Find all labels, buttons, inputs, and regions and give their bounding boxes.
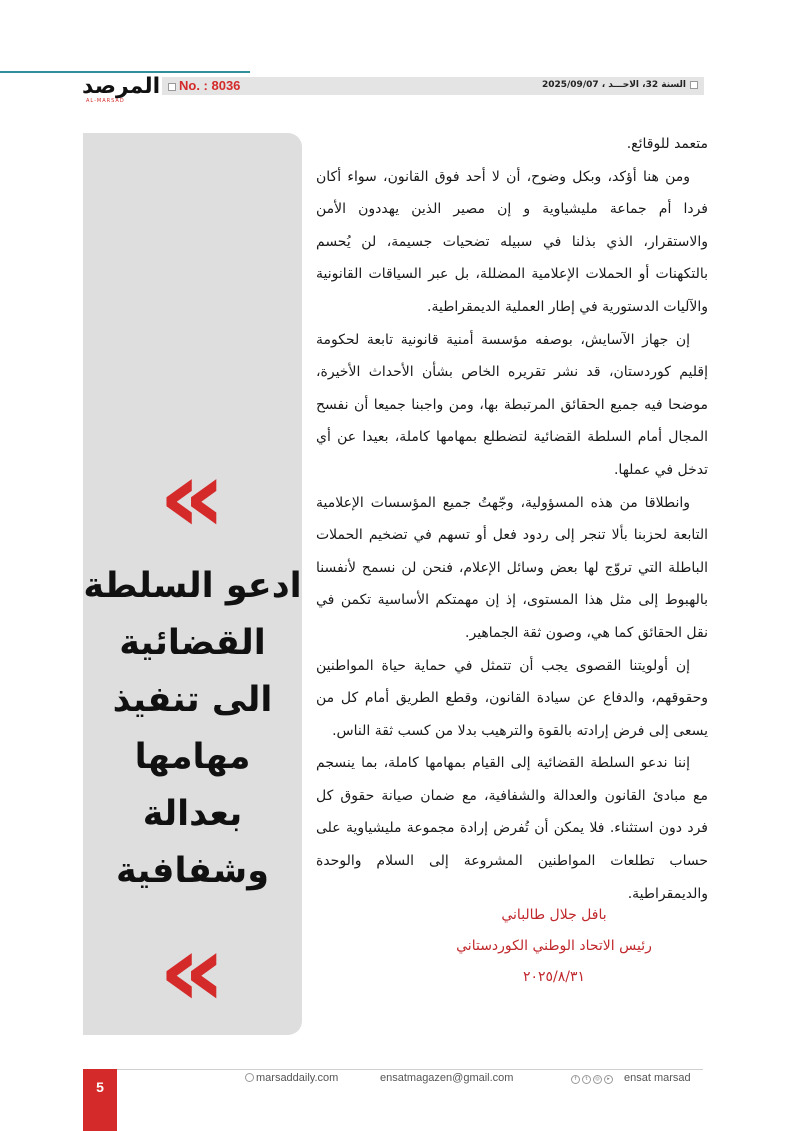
issue-number bbox=[168, 78, 240, 93]
article-body bbox=[316, 128, 708, 910]
footer-rule bbox=[83, 1069, 703, 1070]
article-paragraph: إننا ندعو السلطة القضائية إلى القيام بمهامها كاملة، بما ينسجم مع مبادئ القانون والعدالة والشفافية، مع ضمان صيانة حقوق كل فرد دون استثناء. فلا يمكن أن تُفرض إرادة مجموعة مليشياوية على حساب تطلعات المواطنين المشروعة إلى السلام والوحدة والديمقراطية. bbox=[316, 755, 708, 902]
logo-subtitle: AL-MARSAD bbox=[86, 98, 125, 104]
footer-social-handle[interactable]: ensat marsad bbox=[624, 1072, 691, 1084]
pull-quote-line: ادعو السلطة bbox=[83, 566, 302, 606]
pull-quote bbox=[83, 558, 302, 900]
signature-date: ٢٠٢٥/٨/٣١ bbox=[522, 969, 586, 985]
issue-number-text: No. : 8036 bbox=[179, 78, 241, 93]
quote-mark-icon: « bbox=[158, 912, 227, 1029]
pull-quote-line: الى تنفيذ bbox=[112, 680, 273, 720]
twitter-icon[interactable]: t bbox=[582, 1075, 591, 1084]
pull-quote-sidebar bbox=[83, 133, 302, 1035]
pull-quote-line: مهامها bbox=[134, 737, 251, 777]
square-bullet-icon bbox=[168, 83, 176, 91]
footer-website[interactable] bbox=[245, 1072, 338, 1084]
pull-quote-line: وشفافية bbox=[116, 851, 269, 891]
article-paragraph: إن جهاز الآسايش، بوصفه مؤسسة أمنية قانونية تابعة لحكومة إقليم كوردستان، قد نشر تقريره الخاص بشأن الأحداث الأخيرة، موضحا فيه جميع الحقائق المرتبطة بها، ومن واجبنا جميعا أن نفسح المجال أمام السلطة القضائية لتضطلع بمهامها كاملة، بعيدا عن أي تدخل في عملها. bbox=[316, 331, 708, 478]
globe-icon bbox=[245, 1073, 254, 1082]
logo-wordmark: المرصد bbox=[82, 74, 161, 99]
article-paragraph: إن أولويتنا القصوى يجب أن تتمثل في حماية حياة المواطنين وحقوقهم، والدفاع عن سيادة القانون، وقطع الطريق أمام كل من يسعى إلى فرض إرادته بالقوة والترهيب بدلا من كسب ثقة الناس. bbox=[316, 657, 708, 739]
dateline-text: السنة 32، الاحـــد ، 2025/09/07 bbox=[541, 80, 686, 90]
footer-email[interactable]: ensatmagazen@gmail.com bbox=[380, 1072, 514, 1084]
signature-block bbox=[316, 900, 792, 993]
signature-name: بافل جلال طالباني bbox=[501, 907, 607, 923]
article-paragraph: متعمد للوقائع. bbox=[626, 136, 708, 152]
instagram-icon[interactable]: ◎ bbox=[593, 1075, 602, 1084]
social-icons bbox=[571, 1075, 613, 1084]
quote-mark-icon: « bbox=[158, 438, 227, 555]
facebook-icon[interactable]: f bbox=[571, 1075, 580, 1084]
square-bullet-icon bbox=[690, 81, 698, 89]
dateline bbox=[542, 80, 698, 90]
top-rule bbox=[0, 71, 250, 73]
masthead-logo bbox=[82, 76, 160, 104]
article-paragraph: وانطلاقا من هذه المسؤولية، وجّهتُ جميع المؤسسات الإعلامية التابعة لحزبنا بألا تنجر إلى ردود فعل أو تسهم في تضخيم الحملات الباطلة التي تروّج لها بعض وسائل الإعلام، فنحن لن نسمح لأنفسنا بالهبوط إلى مثل هذا المستوى، إذ إن مهمتكم الأساسية تكمن في نقل الحقائق كما هي، وصون ثقة الجماهير. bbox=[316, 494, 708, 641]
page-number-box bbox=[83, 1069, 117, 1131]
article-paragraph: ومن هنا أؤكد، وبكل وضوح، أن لا أحد فوق القانون، سواء أكان فردا أم جماعة مليشياوية و إن مصير الذين يهددون الأمن والاستقرار، الذي بذلنا في سبيله تضحيات جسيمة، لن يُحسم بالتكهنات أو الحملات الإعلامية المضللة، بل عبر السياقات القانونية والآليات الدستورية في إطار العملية الديمقراطية. bbox=[316, 168, 708, 315]
signature-title: رئيس الاتحاد الوطني الكوردستاني bbox=[456, 938, 652, 954]
header-bar bbox=[162, 77, 704, 95]
footer-website-text: marsaddaily.com bbox=[256, 1072, 339, 1084]
page-number: 5 bbox=[96, 1079, 104, 1095]
pull-quote-line: القضائية bbox=[119, 623, 266, 663]
pull-quote-line: بعدالة bbox=[142, 794, 243, 834]
youtube-icon[interactable]: ▸ bbox=[604, 1075, 613, 1084]
